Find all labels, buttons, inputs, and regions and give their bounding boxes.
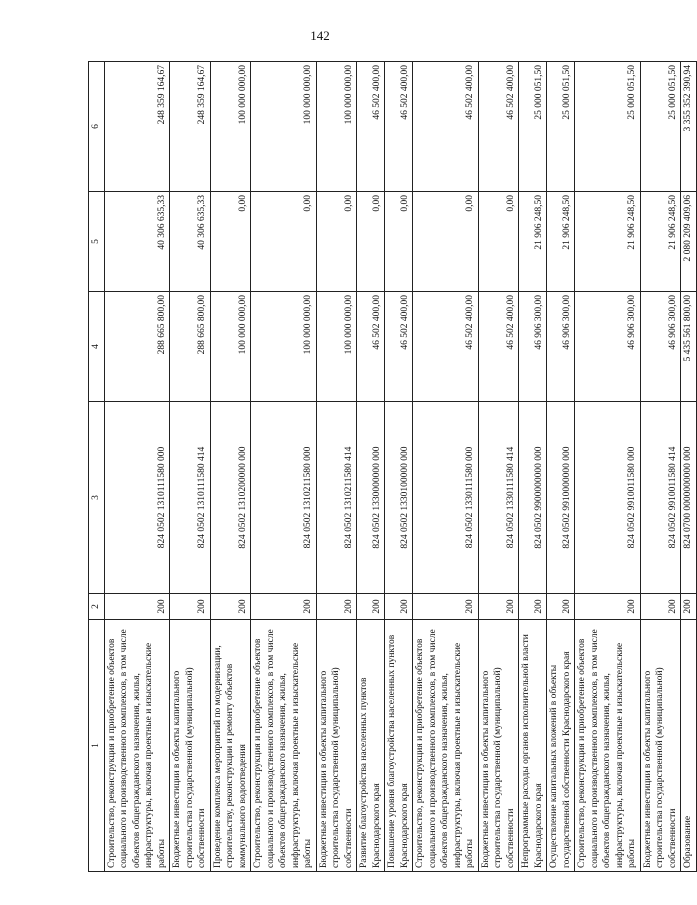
cell-description: Строительство, реконструкция и приобретение объектов социального и производственного комплексов, в том числе объектов общегражданского назначения, жилья, инфраструктуры, включая проектные и изыскательские работы (575, 620, 641, 872)
cell-amount-col5: 0,00 (413, 192, 479, 292)
cell-amount-col6: 25 000 051,50 (575, 62, 641, 192)
cell-budget-code: 824 0502 1310200000 000 (210, 402, 251, 594)
cell-description: Строительство, реконструкция и приобретение объектов социального и производственного комплексов, в том числе объектов общегражданского назначения, жилья, инфраструктуры, включая проектные и изыскательские работы (104, 620, 170, 872)
cell-amount-col6: 100 000 000,00 (210, 62, 251, 192)
table-row (478, 62, 519, 872)
cell-budget-code: 824 0502 1310211580 000 (251, 402, 317, 594)
cell-amount-col5: 0,00 (478, 192, 519, 292)
cell-budget-code: 824 0502 9910011580 000 (575, 402, 641, 594)
cell-amount-col4: 46 906 300,00 (575, 292, 641, 402)
table-row (251, 62, 317, 872)
cell-amount-col4: 100 000 000,00 (210, 292, 251, 402)
cell-column-2: 200 (170, 594, 211, 620)
column-header: 6 (89, 62, 105, 192)
cell-amount-col5: 21 906 248,50 (640, 192, 681, 292)
cell-amount-col4: 100 000 000,00 (251, 292, 317, 402)
table-row (547, 62, 575, 872)
cell-amount-col6: 25 000 051,50 (640, 62, 681, 192)
cell-budget-code: 824 0502 9910000000 000 (547, 402, 575, 594)
column-header: 2 (89, 594, 105, 620)
table-body (104, 62, 696, 872)
cell-amount-col6: 248 359 164,67 (104, 62, 170, 192)
cell-description: Проведение комплекса мероприятий по модернизации, строительству, реконструкции и ремонту объектов коммунального водоотведения (210, 620, 251, 872)
cell-description: Образование (681, 620, 697, 872)
cell-amount-col4: 288 665 800,00 (104, 292, 170, 402)
cell-budget-code: 824 0502 9900000000 000 (519, 402, 547, 594)
cell-budget-code: 824 0502 1330111580 414 (478, 402, 519, 594)
budget-table (88, 61, 697, 872)
column-header: 1 (89, 620, 105, 872)
table-row (316, 62, 357, 872)
cell-amount-col4: 46 906 300,00 (640, 292, 681, 402)
cell-amount-col5: 21 906 248,50 (547, 192, 575, 292)
cell-column-2: 200 (640, 594, 681, 620)
table-row (519, 62, 547, 872)
cell-description: Строительство, реконструкция и приобретение объектов социального и производственного комплексов, в том числе объектов общегражданского назначения, жилья, инфраструктуры, включая проектные и изыскательские работы (251, 620, 317, 872)
cell-amount-col4: 288 665 800,00 (170, 292, 211, 402)
cell-amount-col6: 3 355 352 390,94 (681, 62, 697, 192)
cell-budget-code: 824 0502 1330000000 000 (357, 402, 385, 594)
cell-column-2: 200 (519, 594, 547, 620)
cell-column-2: 200 (385, 594, 413, 620)
table-row (575, 62, 641, 872)
column-header: 4 (89, 292, 105, 402)
cell-column-2: 200 (547, 594, 575, 620)
cell-amount-col4: 46 502 400,00 (413, 292, 479, 402)
table-row (170, 62, 211, 872)
cell-amount-col6: 25 000 051,50 (519, 62, 547, 192)
cell-amount-col5: 0,00 (210, 192, 251, 292)
table-row (413, 62, 479, 872)
cell-amount-col6: 100 000 000,00 (316, 62, 357, 192)
cell-column-2: 200 (210, 594, 251, 620)
cell-amount-col5: 40 306 635,33 (170, 192, 211, 292)
cell-description: Строительство, реконструкция и приобретение объектов социального и производственного комплексов, в том числе объектов общегражданского назначения, жилья, инфраструктуры, включая проектные и изыскательские работы (413, 620, 479, 872)
table-row (681, 62, 697, 872)
cell-amount-col6: 100 000 000,00 (251, 62, 317, 192)
rotated-table-container (88, 62, 693, 872)
cell-column-2: 200 (478, 594, 519, 620)
cell-budget-code: 824 0502 1330111580 000 (413, 402, 479, 594)
cell-description: Бюджетные инвестиции в объекты капитального строительства государственной (муниципальной) собственности (478, 620, 519, 872)
cell-budget-code: 824 0502 1310111580 414 (170, 402, 211, 594)
table-row (385, 62, 413, 872)
cell-column-2: 200 (316, 594, 357, 620)
cell-column-2: 200 (357, 594, 385, 620)
cell-description: Осуществление капитальных вложений в объекты государственной собственности Краснодарского края (547, 620, 575, 872)
cell-description: Развитие благоустройства населенных пунктов Краснодарского края (357, 620, 385, 872)
table-row (357, 62, 385, 872)
cell-column-2: 200 (104, 594, 170, 620)
cell-amount-col4: 46 502 400,00 (385, 292, 413, 402)
cell-description: Бюджетные инвестиции в объекты капитального строительства государственной (муниципальной) собственности (640, 620, 681, 872)
cell-column-2: 200 (681, 594, 697, 620)
cell-amount-col4: 46 502 400,00 (357, 292, 385, 402)
cell-budget-code: 824 0502 1310111580 000 (104, 402, 170, 594)
cell-amount-col5: 2 080 209 409,06 (681, 192, 697, 292)
cell-budget-code: 824 0502 1330100000 000 (385, 402, 413, 594)
cell-amount-col6: 46 502 400,00 (385, 62, 413, 192)
cell-column-2: 200 (413, 594, 479, 620)
cell-amount-col5: 21 906 248,50 (575, 192, 641, 292)
cell-amount-col5: 21 906 248,50 (519, 192, 547, 292)
cell-amount-col4: 5 435 561 800,00 (681, 292, 697, 402)
cell-budget-code: 824 0502 9910011580 414 (640, 402, 681, 594)
cell-amount-col6: 46 502 400,00 (478, 62, 519, 192)
cell-budget-code: 824 0700 0000000000 000 (681, 402, 697, 594)
cell-amount-col5: 40 306 635,33 (104, 192, 170, 292)
table-header-row (89, 62, 105, 872)
cell-budget-code: 824 0502 1310211580 414 (316, 402, 357, 594)
cell-amount-col4: 100 000 000,00 (316, 292, 357, 402)
table-row (640, 62, 681, 872)
rotated-table-area (88, 62, 693, 872)
cell-amount-col4: 46 906 300,00 (547, 292, 575, 402)
cell-amount-col5: 0,00 (385, 192, 413, 292)
cell-description: Бюджетные инвестиции в объекты капитального строительства государственной (муниципальной) собственности (316, 620, 357, 872)
cell-description: Бюджетные инвестиции в объекты капитального строительства государственной (муниципальной) собственности (170, 620, 211, 872)
cell-amount-col5: 0,00 (316, 192, 357, 292)
cell-column-2: 200 (251, 594, 317, 620)
cell-amount-col6: 46 502 400,00 (413, 62, 479, 192)
cell-description: Повышение уровня благоустройства населенных пунктов Краснодарского края (385, 620, 413, 872)
cell-amount-col6: 25 000 051,50 (547, 62, 575, 192)
cell-amount-col4: 46 502 400,00 (478, 292, 519, 402)
table-row (104, 62, 170, 872)
column-header: 5 (89, 192, 105, 292)
cell-amount-col4: 46 906 300,00 (519, 292, 547, 402)
cell-amount-col5: 0,00 (251, 192, 317, 292)
cell-column-2: 200 (575, 594, 641, 620)
page-number: 142 (310, 28, 330, 43)
table-row (210, 62, 251, 872)
column-header: 3 (89, 402, 105, 594)
cell-amount-col6: 248 359 164,67 (170, 62, 211, 192)
cell-amount-col5: 0,00 (357, 192, 385, 292)
cell-description: Непрограммные расходы органов исполнительной власти Краснодарского края (519, 620, 547, 872)
cell-amount-col6: 46 502 400,00 (357, 62, 385, 192)
